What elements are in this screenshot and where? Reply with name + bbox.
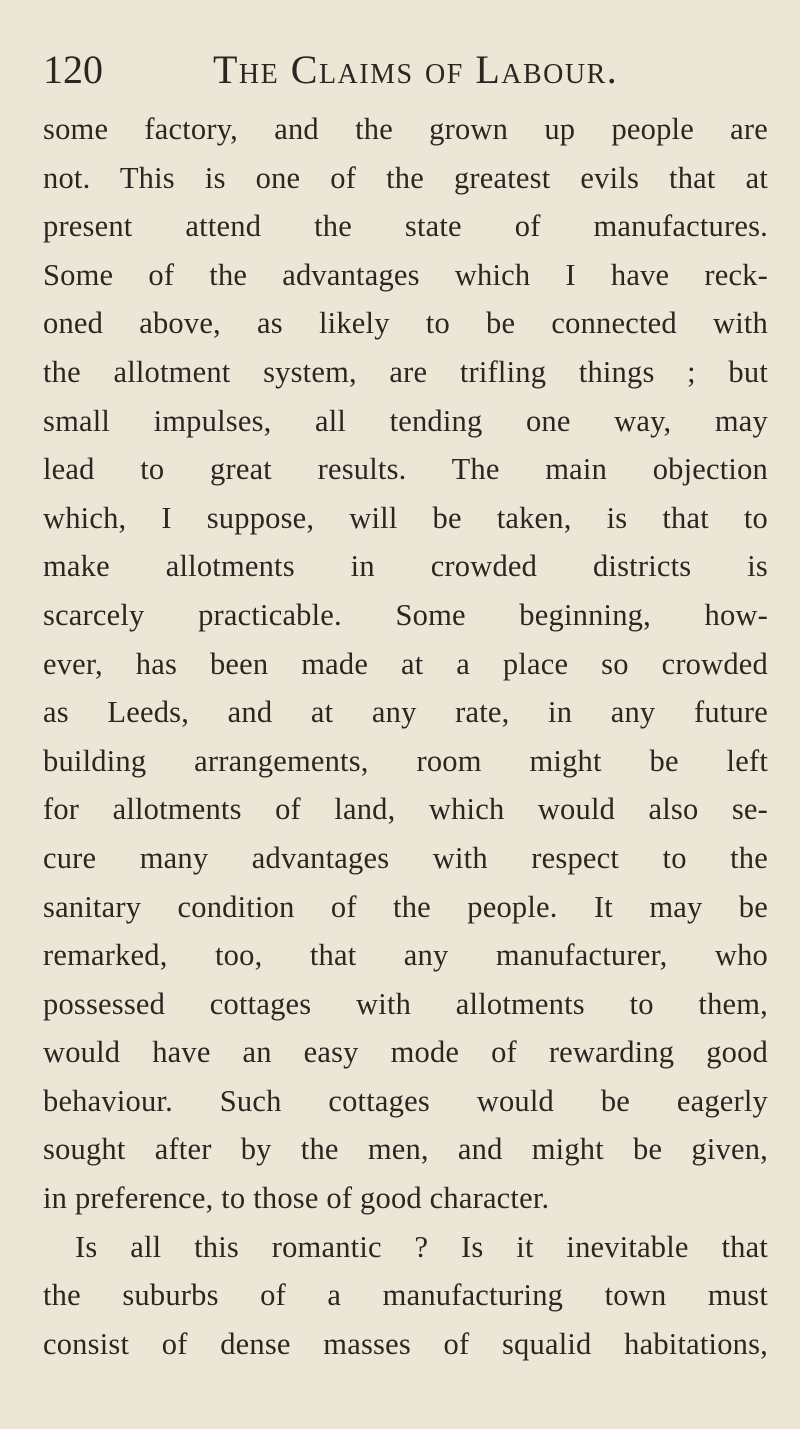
paragraph-start-line: Is all this romantic ? Is it inevitable that xyxy=(75,1229,768,1264)
body-text xyxy=(43,105,768,1368)
text-line: in preference, to those of good character. xyxy=(43,1181,550,1216)
text-line: behaviour. Such cottages would be eagerly xyxy=(43,1083,768,1118)
text-line: make allotments in crowded districts is xyxy=(43,549,768,584)
running-head xyxy=(43,40,763,100)
text-line: building arrangements, room might be left xyxy=(43,743,768,778)
text-line: some factory, and the grown up people are xyxy=(43,112,768,146)
text-line: as Leeds, and at any rate, in any future xyxy=(43,695,768,730)
text-line: consist of dense masses of squalid habitations, xyxy=(43,1326,768,1361)
text-line: Some of the advantages which I have reck- xyxy=(43,257,768,292)
running-title: The Claims of Labour. xyxy=(213,47,619,92)
text-line: which, I suppose, will be taken, is that to xyxy=(43,500,768,535)
text-line: lead to great results. The main objection xyxy=(43,452,768,487)
text-line: scarcely practicable. Some beginning, how- xyxy=(43,597,768,632)
text-line: possessed cottages with allotments to them, xyxy=(43,986,768,1021)
text-line: remarked, too, that any manufacturer, who xyxy=(43,938,768,973)
text-line: present attend the state of manufactures. xyxy=(43,209,768,244)
text-line: ever, has been made at a place so crowded xyxy=(43,646,768,681)
text-line: not. This is one of the greatest evils that at xyxy=(43,160,768,195)
text-line: the suburbs of a manufacturing town must xyxy=(43,1278,768,1313)
text-line: sanitary condition of the people. It may be xyxy=(43,889,768,924)
text-line: oned above, as likely to be connected with xyxy=(43,306,768,341)
text-line: the allotment system, are trifling things ; but xyxy=(43,354,768,389)
page-number: 120 xyxy=(43,47,103,92)
text-line: small impulses, all tending one way, may xyxy=(43,403,768,438)
text-line: for allotments of land, which would also se- xyxy=(43,792,768,827)
text-line: would have an easy mode of rewarding good xyxy=(43,1035,768,1070)
text-line: sought after by the men, and might be given, xyxy=(43,1132,768,1167)
text-line: cure many advantages with respect to the xyxy=(43,840,768,875)
